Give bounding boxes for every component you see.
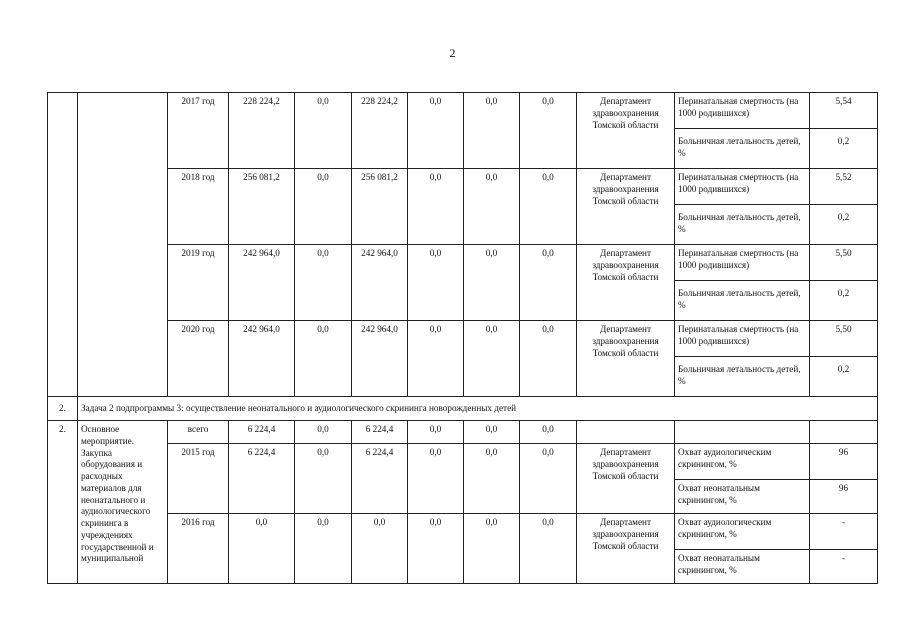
cell-indicator: Перинатальная смертность (на 1000 родившихся) [675, 93, 810, 129]
cell-year: 2019 год [168, 245, 229, 321]
cell-nonbudget: 0,0 [520, 514, 577, 584]
cell-municipal: 0,0 [408, 321, 464, 397]
cell-total: 6 224,4 [229, 444, 295, 514]
task-row [48, 397, 878, 421]
cell-regional: 228 224,2 [352, 93, 408, 169]
cell-federal: 0,0 [295, 321, 352, 397]
cell-total: 242 964,0 [229, 321, 295, 397]
cell-other: 0,0 [464, 169, 520, 245]
cell-indicator-value: 5,50 [810, 321, 878, 357]
cell-other: 0,0 [464, 93, 520, 169]
cell-regional: 6 224,4 [352, 444, 408, 514]
cell-indicator-empty [675, 421, 810, 444]
cell-indicator-value: 0,2 [810, 205, 878, 245]
cell-municipal: 0,0 [408, 93, 464, 169]
cell-regional: 6 224,4 [352, 421, 408, 444]
cell-indicator-value: 96 [810, 480, 878, 514]
cell-indicator-value: 5,50 [810, 245, 878, 281]
cell-regional: 0,0 [352, 514, 408, 584]
cell-other: 0,0 [464, 444, 520, 514]
cell-indicator-value: 0,2 [810, 357, 878, 397]
cell-total: 228 224,2 [229, 93, 295, 169]
cell-indicator: Больничная летальность детей, % [675, 281, 810, 321]
cell-indicator-value: 96 [810, 444, 878, 480]
cell-department: Департамент здравоохранения Томской области [577, 514, 675, 584]
table-row [48, 245, 878, 281]
cell-other: 0,0 [464, 245, 520, 321]
cell-municipal: 0,0 [408, 245, 464, 321]
cell-nonbudget: 0,0 [520, 93, 577, 169]
cell-indicator: Перинатальная смертность (на 1000 родившихся) [675, 321, 810, 357]
cell-other: 0,0 [464, 421, 520, 444]
cell-year: 2016 год [168, 514, 229, 584]
cell-nonbudget: 0,0 [520, 169, 577, 245]
program-table [47, 92, 878, 584]
cell-federal: 0,0 [295, 169, 352, 245]
cell-federal: 0,0 [295, 245, 352, 321]
cell-indicator: Перинатальная смертность (на 1000 родившихся) [675, 169, 810, 205]
cell-indicator-value: 5,54 [810, 93, 878, 129]
event-number: 2. [48, 421, 78, 584]
cell-federal: 0,0 [295, 514, 352, 584]
cell-indicator: Охват аудиологическим скринингом, % [675, 514, 810, 550]
cell-year: 2017 год [168, 93, 229, 169]
cell-indicator: Больничная летальность детей, % [675, 129, 810, 169]
cell-year: 2015 год [168, 444, 229, 514]
cell-total: 242 964,0 [229, 245, 295, 321]
cell-indicator: Охват аудиологическим скринингом, % [675, 444, 810, 480]
cell-nonbudget: 0,0 [520, 321, 577, 397]
cell-department: Департамент здравоохранения Томской области [577, 321, 675, 397]
cell-indicator-value: 0,2 [810, 281, 878, 321]
cell-department-empty [577, 421, 675, 444]
cell-year: 2020 год [168, 321, 229, 397]
cell-indicator-value: 0,2 [810, 129, 878, 169]
cell-federal: 0,0 [295, 421, 352, 444]
cell-total: 0,0 [229, 514, 295, 584]
cell-federal: 0,0 [295, 93, 352, 169]
cell-total: 256 081,2 [229, 169, 295, 245]
cell-federal: 0,0 [295, 444, 352, 514]
cell-regional: 242 964,0 [352, 321, 408, 397]
table-row [48, 421, 878, 444]
cell-num-empty [48, 93, 78, 397]
cell-indicator: Больничная летальность детей, % [675, 205, 810, 245]
cell-other: 0,0 [464, 514, 520, 584]
cell-indicator-value: - [810, 514, 878, 550]
cell-nonbudget: 0,0 [520, 245, 577, 321]
cell-department: Департамент здравоохранения Томской области [577, 444, 675, 514]
cell-year: всего [168, 421, 229, 444]
event-name: Основное мероприятие. Закупка оборудования и расходных материалов для неонатального и аудиологического скрининга в учреждениях государственной и муниципальной [78, 421, 168, 584]
cell-municipal: 0,0 [408, 514, 464, 584]
cell-total: 6 224,4 [229, 421, 295, 444]
cell-nonbudget: 0,0 [520, 444, 577, 514]
cell-indicator-value: 5,52 [810, 169, 878, 205]
cell-regional: 242 964,0 [352, 245, 408, 321]
cell-department: Департамент здравоохранения Томской области [577, 169, 675, 245]
cell-department: Департамент здравоохранения Томской области [577, 93, 675, 169]
table-row [48, 93, 878, 129]
table-row [48, 321, 878, 357]
cell-indicator: Охват неонатальным скринингом, % [675, 480, 810, 514]
cell-indicator-value: - [810, 550, 878, 584]
page-number: 2 [449, 46, 456, 60]
task-number: 2. [48, 397, 78, 421]
cell-name-empty [78, 93, 168, 397]
cell-municipal: 0,0 [408, 421, 464, 444]
cell-municipal: 0,0 [408, 169, 464, 245]
cell-other: 0,0 [464, 321, 520, 397]
cell-indicator: Охват неонатальным скринингом, % [675, 550, 810, 584]
table-row [48, 514, 878, 550]
cell-regional: 256 081,2 [352, 169, 408, 245]
cell-department: Департамент здравоохранения Томской области [577, 245, 675, 321]
table-row [48, 444, 878, 480]
cell-indicator-value-empty [810, 421, 878, 444]
cell-indicator: Больничная летальность детей, % [675, 357, 810, 397]
cell-indicator: Перинатальная смертность (на 1000 родившихся) [675, 245, 810, 281]
cell-municipal: 0,0 [408, 444, 464, 514]
cell-nonbudget: 0,0 [520, 421, 577, 444]
table-row [48, 169, 878, 205]
task-title: Задача 2 подпрограммы 3: осуществление неонатального и аудиологического скрининга новорожденных детей [78, 397, 878, 421]
cell-year: 2018 год [168, 169, 229, 245]
